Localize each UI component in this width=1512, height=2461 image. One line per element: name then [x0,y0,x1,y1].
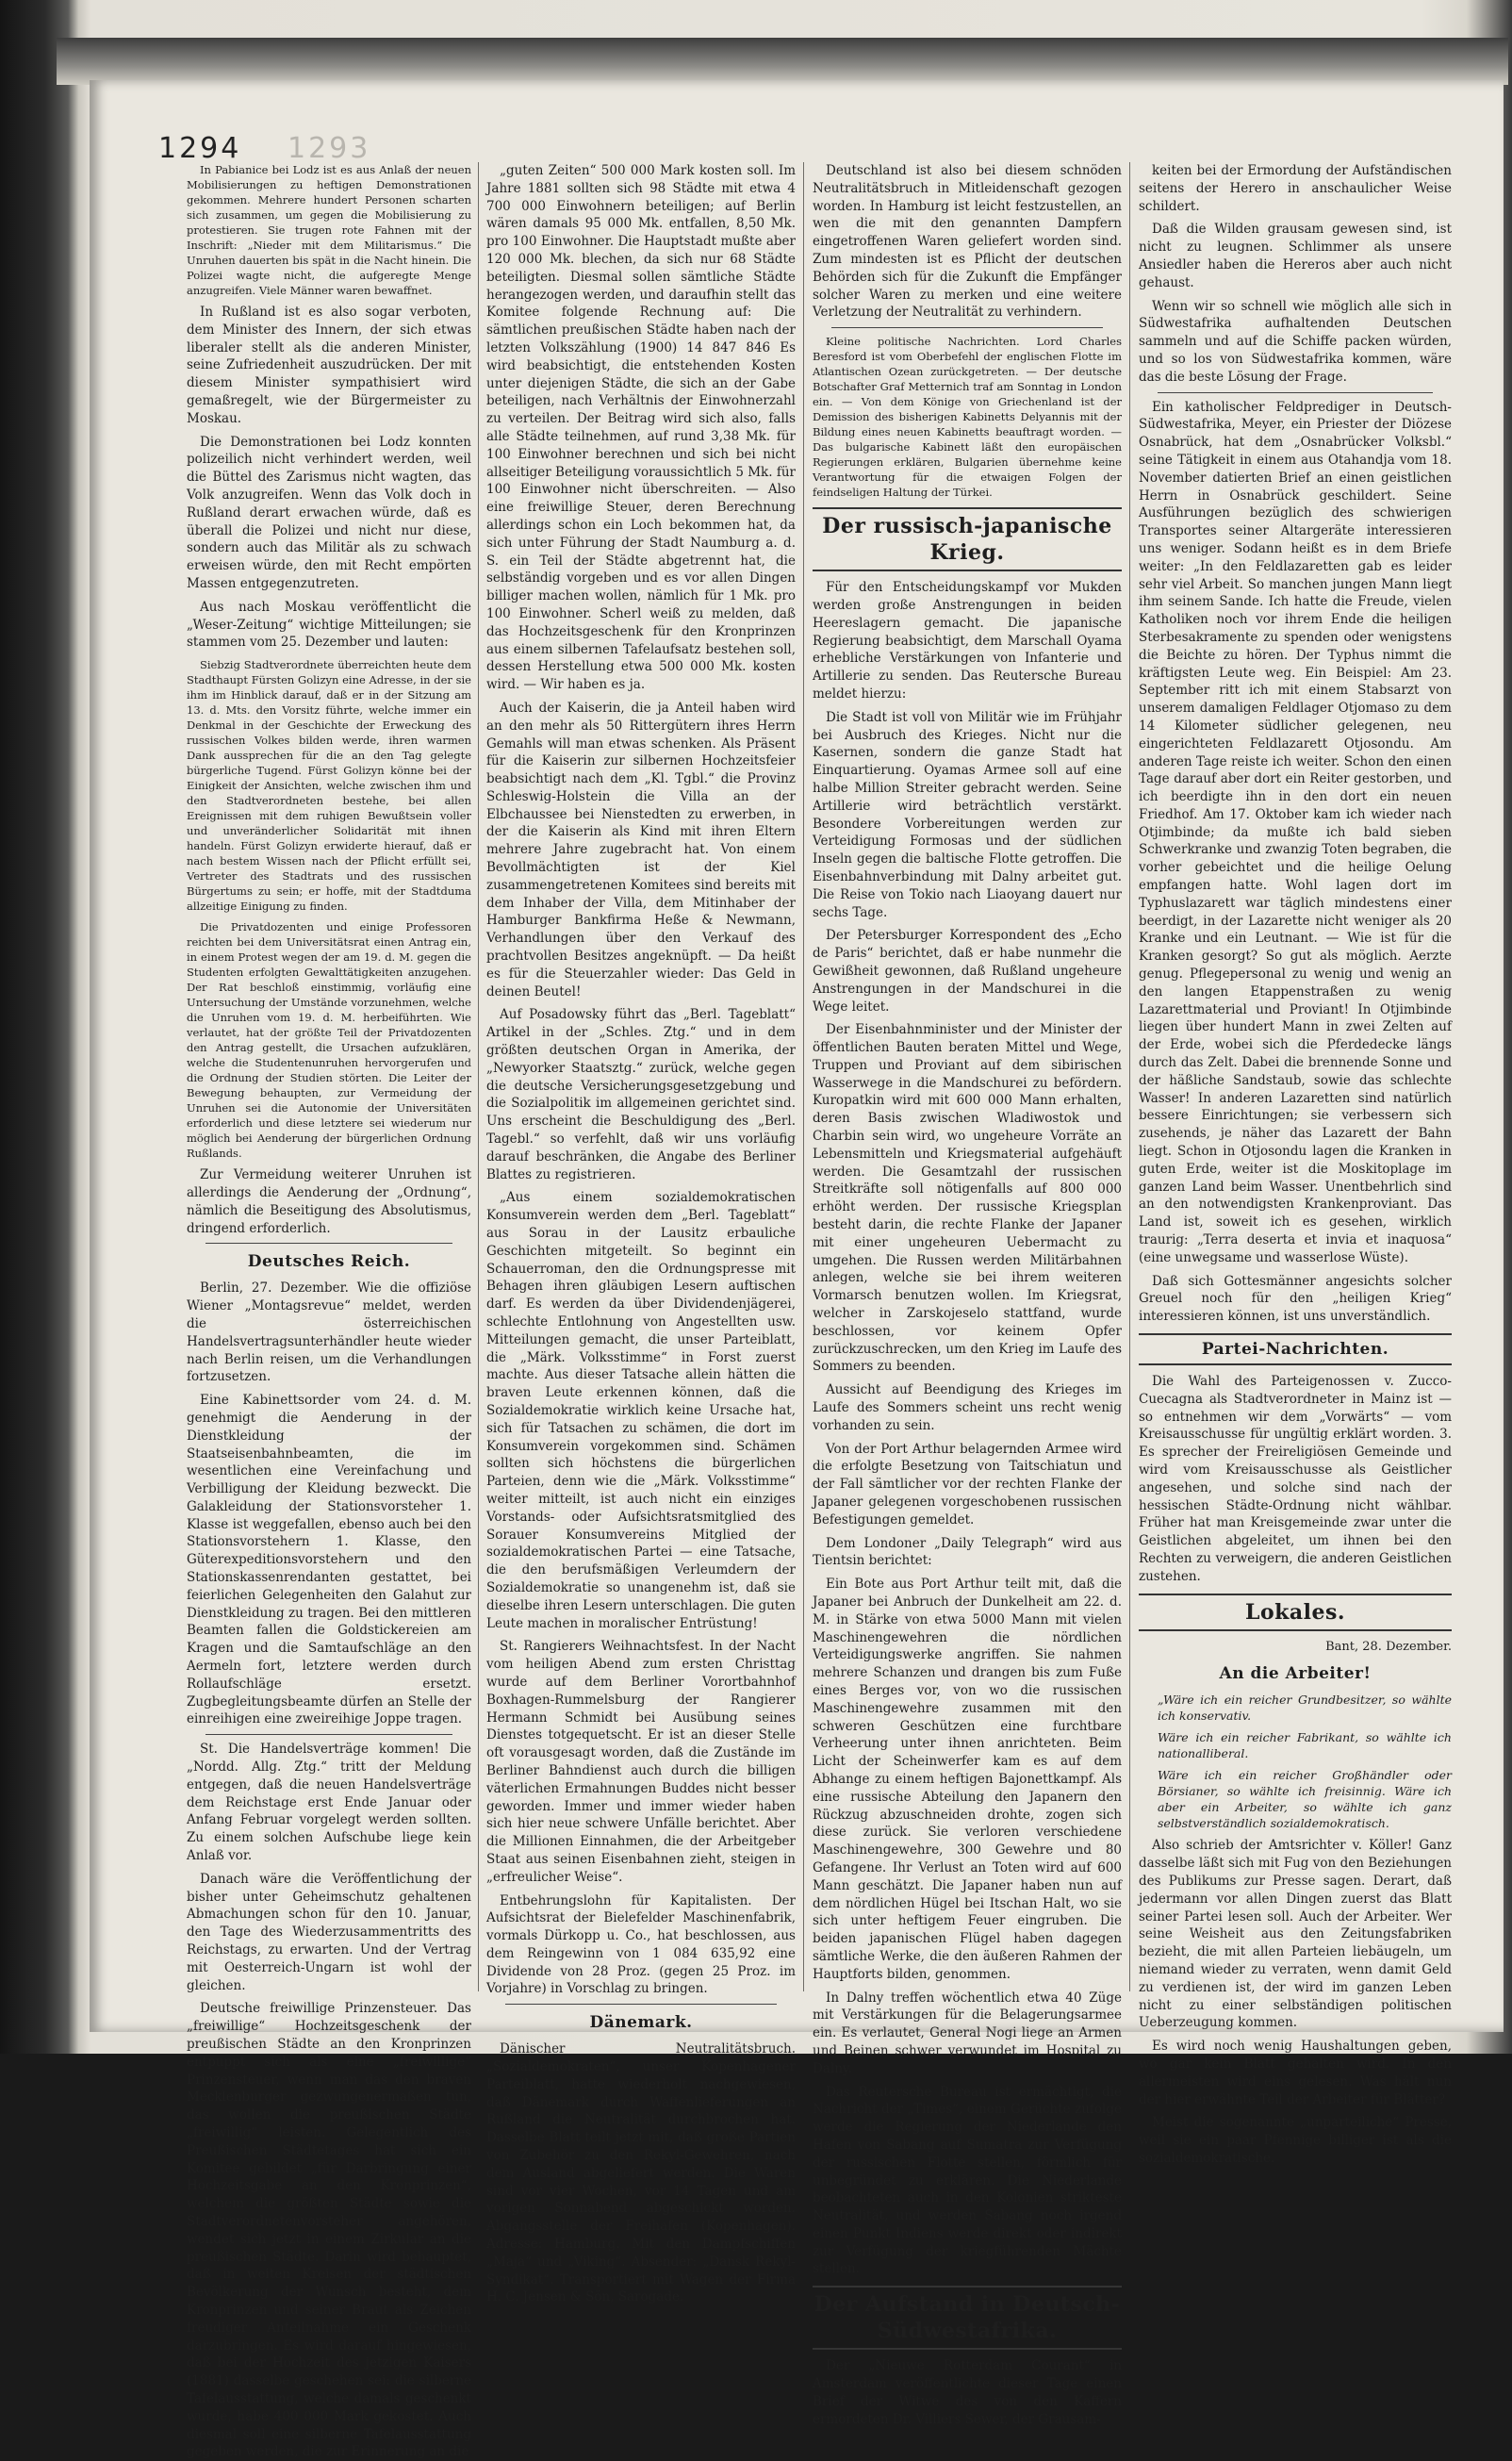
article-paragraph: Auf Posadowsky führt das „Berl. Tageblatt“ Artikel in der „Schles. Ztg.“ und in dem größten deutschen Organ in Amerika, der „Newyorker Staatsztg.“ zurück, welche gegen die deutsche Versicherungsgesetzgebung und die Sozialpolitik im allgemeinen gerichtet sind. Uns erscheint die Beschuldigung des „Berl. Tagebl.“ so verfehlt, daß wir uns vorläufig darauf beschränken, die Angabe des Berliner Blattes zu registrieren. [486,1007,796,1182]
article-paragraph: In Rußland ist es also sogar verboten, dem Minister des Innern, der sich etwas liberaler stellt als die anderen Minister, seine Zufriedenheit auszudrücken. Der mit diesem Minister sympathisiert wird gemaßregelt, wie der Bürgermeister zu Moskau. [187,305,471,426]
article-paragraph: Also schrieb der Amtsrichter v. Köller! Ganz dasselbe läßt sich mit Fug von den Beziehungen des Publikums zur Presse sagen. Derart, daß jedermann vor allen Dingen zuerst das Blatt seiner Partei lesen soll. Auch der Arbeiter. Wer seine Weisheit aus den Zeitungsfabriken bezieht, die mit allen Parteien liebäugeln, um niemand wieder zu verraten, wenn damit Geld zu verdienen ist, der wird im ganzen Leben nicht zu einer selbständigen politischen Ueberzeugung kommen. [1139,1838,1452,2031]
column-2 [486,162,796,2305]
quoted-verse: „Wäre ich ein reicher Grundbesitzer, so wählte ich konservativ. [1158,1693,1452,1724]
section-divider [205,1243,452,1244]
article-paragraph: Der Eisenbahnminister und der Minister der öffentlichen Bauten beraten Mittel und Wege, Truppen und Proviant auf dem sibirischen Wasserwege in die Mandschurei zu befördern. Kuropatkin wird mit 600 000 Mann erhalten, deren Basis zwischen Wladiwostok und Charbin sein wird, wo ungeheure Vorräte an Lebensmitteln und Kriegsmaterial aufgehäuft werden. Die Gesamtzahl der russischen Streitkräfte soll nötigenfalls auf 800 000 erhöht werden. Der russische Kriegsplan besteht darin, die rechte Flanke der Japaner mit einer ungeheuren Uebermacht zu umgehen. Die Russen werden Militärbahnen anlegen, welche sie bei ihrem weiteren Vormarsch benutzen wollen. Im Kriegsrat, welcher in Zarskojeselo stattfand, wurde beschlossen, vor keinem Opfer zurückzuschrecken, um den Krieg im Laufe des Sommers zu beenden. [813,1022,1122,1375]
column-rule [1129,162,1130,1991]
article-paragraph: Das Reutersche Bureau ist ermächtigt, die Nachricht der „Times“, einem Gerüchte zufolge werde die Regierung der Niederlande den Hafen von Sabang auf Sumatra zur Verfügung der russischen Flotte stellen, förmlich für unbegründet zu erklären. Die Niederlande beobachteten auch in den Kolonien strikteste Neutralität, und werden Sabang noch irgend einen Punkt Indiens werde direkt oder indirekt zur Verfügung der kriegführenden Mächte stellen. [813,2084,1122,2277]
column-rule [803,162,804,1991]
section-heading-partei: Partei-Nachrichten. [1139,1333,1452,1365]
section-heading-aufstand: Der Aufstand in Deutsch-Südwestafrika. [813,2286,1122,2350]
page-number-bleedthrough: 1293 [288,132,371,165]
article-paragraph: Ein Bote aus Port Arthur teilt mit, daß die Japaner bei Anbruch der Dunkelheit am 22. d. M. in Stärke von etwa 5000 Mann mit vielen Maschinengewehren die nördlichen Verteidigungswerke angriffen. Sie nahmen mehrere Schanzen und drangen bis zum Fuße eines Berges vor, von wo die russischen Maschinengewehre zusammen mit den schweren Geschützen eine furchtbare Verheerung unter ihnen anrichteten. Beim Licht der Scheinwerfer kam es auf dem Abhange zu einem heftigen Bajonettkampf. Als eine russische Abteilung den Japanern den Rückzug abzuschneiden drohte, zogen sich diese zurück. Sie verloren verschiedene Maschinengewehre, 300 Gewehre und 80 Gefangene. Ihr Verlust an Toten wird auf 600 Mann geschätzt. Die Japaner haben nun auf dem nördlichen Hügel bei Itschan Halt, wo sie sich unter heftigem Feuer eingruben. Die beiden japanischen Flügel haben dagegen sämtliche Werke, die den äußeren Rahmen der Hauptforts bilden, genommen. [813,1577,1122,1982]
page-number: 1294 [158,132,242,165]
article-paragraph: Der Petersburger Korrespondent des „Echo de Paris“ berichtet, daß er habe nunmehr die Gewißheit gewonnen, daß Rußland ungeheure Anstrengungen in der Mandschurei in die Wege leitet. [813,928,1122,1015]
section-divider [831,327,1103,328]
book-binding-edge [57,38,1508,85]
section-heading-reich: Deutsches Reich. [247,1252,411,1272]
article-paragraph: Für den Entscheidungskampf vor Mukden werden große Anstrengungen in beiden Heereslagern gemacht. Die japanische Regierung beabsichtigt, dem Marschall Oyama erhebliche Verstärkungen von Infanterie und Artillerie zu senden. Das Reutersche Bureau meldet hierzu: [813,580,1122,702]
section-heading-krieg: Der russisch-japanische Krieg. [813,507,1122,571]
article-paragraph: Es wird noch wenig Haushaltungen geben, wo gar kein Blatt gehalten wird. In den allermeisten wird eins gelesen. Was hält nun der hier erwähnte Teil der Arbeiter für Blätter? [1139,2039,1452,2107]
article-paragraph: Ein katholischer Feldprediger in Deutsch-Südwestafrika, Meyer, ein Priester der Diözese Osnabrück, hat dem „Osnabrücker Volksbl.“ seine Tätigkeit in einem aus Otahandja vom 18. November datierten Brief an einen geistlichen Herrn in Osnabrück geschildert. Seine Ausführungen bezüglich des schwierigen Transportes seiner Altargeräte interessieren uns weniger. Sodann heißt es in dem Briefe weiter: „In den Feldlazaretten gab es leider sehr viel Arbeit. So manchen jungen Mann liegt ihm seinem Sande. Ich hatte die Freude, vielen Katholiken noch vor ihrem Ende die heiligen Sterbesakramente zu spenden oder wenigstens die Beichte zu hören. Der Typhus nimmt die kräftigsten Leute weg. Ein Beispiel: Am 23. September ritt ich mit einem Stabsarzt von unserem damaligen Feldlager Otjomaso zu dem 14 Kilometer südlicher gelegenen, neu eingerichteten Feldlazarett Otjosondu. Am anderen Tage reiste ich weiter. Schon den einen Tage darauf aber dort ein Reiter gestorben, und ich beerdigte ihn in den dort ein neuen Friedhof. Am 17. Oktober kam ich wieder nach Otjimbinde; da mußte ich bald sieben Schwerkranke und zwanzig Toten begraben, die vorher gebeichtet und die heilige Oelung empfangen hatte. Wohl lagen dort im Typhuslazarett war täglich mindestens einer beerdigt, in der Lazarette nicht weniger als 20 Kranke und ein Leutnant. — Wie ist für die Kranken gesorgt? So gut als möglich. Aerzte genug. Pflegepersonal zu wenig und wenig an den langen Etappenstraßen zu wenig Lazarettmaterial und Proviant! In Otjimbinde liegen über hundert Mann in zwei Zelten auf der Erde, wobei sich die Pferdedecke längs durch das Zelt. Dabei die brennende Sonne und der häßliche Sandstaub, sowie das schlechte Wasser! In anderen Lazaretten sind natürlich bessere Einrichtungen; sie verbessern sich zusehends, je näher das Lazarett der Bahn liegt. Schon in Otjosondu lagen die Kranken in guten Erde, weiter ist die Moskitoplage im ganzen Land beim Wasser. Unentbehrlich sind an den notwendigsten Krankenproviant. Das Land ist, soweit ich es gesehen, wirklich traurig: „Terra deserta et invia et inaquosa“ (eine unwegsame und wasserlose Wüste). [1139,399,1452,1265]
section-heading-daenemark: Dänemark. [589,2013,693,2033]
quoted-verse: Wäre ich ein reicher Großhändler oder Börsianer, so wählte ich freisinnig. Wäre ich aber ein Arbeiter, so wählte ich ganz selbstverständlich sozialdemokratisch. [1158,1768,1452,1831]
article-paragraph: Zur Vermeidung weiterer Unruhen ist allerdings die Aenderung der „Ordnung“, nämlich die Beseitigung des Absolutismus, dringend erforderlich. [187,1167,471,1236]
article-paragraph: Dem Londoner „Daily Telegraph“ wird aus Tientsin berichtet: [813,1535,1122,1569]
section-divider [505,2004,777,2005]
article-paragraph: Aussicht auf Beendigung des Krieges im Laufe des Sommers scheint uns recht wenig vorhanden zu sein. [813,1382,1122,1433]
column-1 [187,162,471,2460]
article-paragraph: In Dalny treffen wöchentlich etwa 40 Züge mit Verstärkungen für die Belagerungsarmee ein. Es verlautet, General Nogi liege an Armen und Beinen schwer verwundet im Hospital zu Dalny. [813,1990,1122,2076]
article-paragraph: Die Privatdozenten und einige Professoren reichten bei dem Universitätsrat einen Antrag ein, in einem Protest wegen der am 19. d. M. gegen die Studenten erfolgten Gewalttätigkeiten anzugehen. Der Rat beschloß einstimmig, vorläufig eine Untersuchung der Umstände vorzunehmen, welche die Unruhen vom 19. d. M. herbeiführten. Wie verlautet, hat der größte Teil der Privatdozenten den Antrag gestellt, die Ursachen aufzuklären, welche die Studentenunruhen hervorgerufen und die Ordnung der Studien störten. Die Leiter der Bewegung behaupten, zur Vermeidung der Unruhen sei die Autonomie der Universitäten erforderlich und diese letztere sei wiederum nur möglich bei Aenderung der bürgerlichen Ordnung Rußlands. [187,920,471,1161]
article-paragraph: Siebzig Stadtverordnete überreichten heute dem Stadthaupt Fürsten Golizyn eine Adresse, in der sie ihm im Hinblick darauf, daß er in der Sitzung am 13. d. Mts. den Vorsitz führte, welche immer ein Denkmal in der Geschichte der Erweckung des russischen Volkes bilden werde, ihren warmen Dank aussprechen für die an den Tag gelegte bürgerliche Tugend. Fürst Golizyn könne bei der Einigkeit der Ansichten, welche zwischen ihm und den Stadtverordneten bestehe, bei allen Ereignissen mit dem ruhigen Bewußtsein voller und unveränderlicher Solidarität mit ihnen handeln. Fürst Golizyn erwiderte hierauf, daß er nach bestem Wissen nach der Pflicht erfüllt sei, Vertreter des Stadtrats und des russischen Bürgertums zu sein; er hoffe, mit der Stadtduma allzeitige Einigung zu finden. [187,658,471,914]
article-paragraph: Die Stadt ist voll von Militär wie im Frühjahr bei Ausbruch des Krieges. Nicht nur die Kasernen, sondern die ganze Stadt hat Einquartierung. Oyamas Armee soll auf eine halbe Million Streiter gebracht werden. Seine Artillerie wird beträchtlich verstärkt. Besondere Vorbereitungen werden zur Verteidigung Formosas und der südlichen Inseln gegen die baltische Flotte getroffen. Die Eisenbahnverbindung mit Dalny arbeitet gut. Die Reise von Tokio nach Liaoyang dauert nur sechs Tage. [813,709,1122,920]
section-divider [1158,392,1433,393]
quoted-verse: Wäre ich ein reicher Fabrikant, so wählte ich nationalliberal. [1158,1730,1452,1761]
column-3 [813,162,1122,2427]
article-paragraph: keiten bei der Ermordung der Aufständischen seitens der Herero in anschaulicher Weise schildert. [1139,163,1452,214]
article-paragraph: Aus nach Moskau veröffentlicht die „Weser-Zeitung“ wichtige Mitteilungen; sie stammen vom 25. Dezember und lauten: [187,599,471,651]
article-paragraph: In Pabianice bei Lodz ist es aus Anlaß der neuen Mobilisierungen zu heftigen Demonstrationen gekommen. Mehrere hundert Personen scharten sich zusammen, um gegen die Mobilisierung zu protestieren. Sie trugen rote Fahnen mit der Inschrift: „Nieder mit dem Militarismus.“ Die Unruhen dauerten bis spät in die Nacht hinein. Die Polizei wagte nicht, die aufgeregte Menge anzugreifen. Viele Männer waren bewaffnet. [187,163,471,297]
section-heading-lokales: Lokales. [1139,1594,1452,1631]
article-paragraph: Danach wäre die Veröffentlichung der bisher unter Geheimschutz gehaltenen Abmachungen schon für den 10. Januar, den Tage des Wiederzusammentritts des Reichstags, zu erwarten. Und der Vertrag mit Oesterreich-Ungarn ist wohl der gleichen. [187,1871,471,1993]
article-paragraph: Daß sich Gottesmänner angesichts solcher Greuel noch für den „heiligen Krieg“ interessieren können, ist uns unverständlich. [1139,1273,1452,1325]
column-rule [478,162,479,1991]
article-paragraph: Berlin, 27. Dezember. Wie die offiziöse Wiener „Montagsrevue“ meldet, werden die österreichischen Handelsvertragsunterhändler heute wieder nach Berlin reisen, um die Verhandlungen fortzusetzen. [187,1280,471,1385]
article-paragraph: Auch der Kaiserin, die ja Anteil haben wird an den mehr als 50 Rittergütern ihres Herrn Gemahls will man etwas schenken. Als Präsent für die Kaiserin zur silbernen Hochzeitsfeier beabsichtigt nach dem „Kl. Tgbl.“ die Provinz Schleswig-Holstein die Villa an der Elbchaussee bei Nienstedten zu erwerben, in der die Kaiserin als Kind mit ihren Eltern mehrere Jahre zugebracht hat. Von einem Bevollmächtigten ist der Kiel zusammengetretenen Komitees sind bereits mit dem Inhaber der Villa, dem Mitinhaber der Hamburger Bankfirma Heße & Newmann, Verhandlungen über den Verkauf des prachtvollen Besitzes angeknüpft. — Da heißt es für die Steuerzahler wieder: Das Geld in deinen Beutel! [486,700,796,999]
section-divider [205,1734,452,1735]
article-heading-arbeiter: An die Arbeiter! [1219,1664,1372,1684]
article-paragraph: Eine Kabinettsorder vom 24. d. M. genehmigt die Aenderung in der Dienstkleidung der Staatseisenbahnbeamten, die im wesentlichen eine Vereinfachung und Verbilligung der Kleidung bezweckt. Die Galakleidung der Stationsvorsteher 1. Klasse ist weggefallen, ebenso auch bei den Stationsvorstehern 1. Klasse, den Güterexpeditionsvorstehern und den Stationskassenrendanten gestattet, bei feierlichen Gelegenheiten den Galahut zur Dienstkleidung zu tragen. Bei den mittleren Beamten fallen die Goldstickereien am Kragen und die Samtaufschläge an den Aermeln fort, letztere werden durch Rollaufschläge ersetzt. Zugbegleitungsbeamte dürfen an Stelle der einreihigen eine zweireihige Joppe tragen. [187,1393,471,1727]
article-paragraph: Deutschland ist also bei diesem schnöden Neutralitätsbruch in Mitleidenschaft gezogen worden. In Hamburg ist leicht festzustellen, an wen die mit den genannten Dampfern eingetroffenen Waren geliefert worden sind. Zum mindesten ist es Pflicht der deutschen Behörden sich für die Zukunft die Empfänger solcher Waren zu merken und eine weitere Verletzung der Neutralität zu verhindern. [813,163,1122,321]
article-paragraph: St. Rangierers Weihnachtsfest. In der Nacht vom heiligen Abend zum ersten Christtag wurde auf dem Berliner Vorortbahnhof Boxhagen-Rummelsburg der Rangierer Hermann Schmidt bei Ausübung seines Dienstes totgequetscht. Er ist an dieser Stelle oft vorausgesagt worden, daß die Zustände im Berliner Bahndienst auch durch die billigen väterlichen Ermahnungen Buddes nicht besser geworden. Immer und immer wieder haben sich hier neue schwere Unfälle berichtet. Aber die Millionen Einnahmen, die der Arbeitgeber Staat aus seinen Eisenbahnen zieht, steigen in „erfreulicher Weise“. [486,1639,796,1885]
dateline: Bant, 28. Dezember. [1325,1639,1452,1654]
article-paragraph: Dänischer Neutralitätsbruch. „Sozialdemokraten“, unser Kopenhagener Parteiblatt, hatte wiederholt nachgewiesen, daß Dänemark durch Waffenlieferungen an Rußland die Neutralität durchbrochen hat. Dasselbe Blatt teilt jetzt mit, daß große Partien von Zubehör zu den Rekyl-Gewehren, nach dem Ausland abgeliefert werden. Die Waren sind vor vier Wochen, vor 14 Tagen und am vorigen Sonnabend abgeschickt worden. Abgangsstelle der Freihafen (Kopenhagen). Adresse: Hamburg. Mit den Dampfschiffen „Maja“ und „Viking“. Absender: „Dansk Rekyl-Syndikat“. Transportiert mit Wagen der Firma H. C. Jensen & Sön, Sarogade. [486,2041,796,2305]
article-paragraph: Die Demonstrationen bei Lodz konnten polizeilich nicht verhindert werden, weil die Büttel des Zarismus nicht wagten, das Volk anzugreifen. Wenn das Volk doch in Rußland derart erwachen würde, daß es überall die Polizei und nicht nur diese, sondern auch das Militär als zu schwach erweisen würde, den mit Recht empörten Massen entgegenzutreten. [187,434,471,591]
article-paragraph: Kleine politische Nachrichten. Lord Charles Beresford ist vom Oberbefehl der englischen Flotte im Atlantischen Ozean zurückgetreten. — Der deutsche Botschafter Graf Metternich traf am Sonntag in London ein. — Von dem Könige von Griechenland ist der Demission des bisherigen Kabinetts Delyannis mit der Bildung eines neuen Kabinetts beauftragt worden. — Das bulgarische Kabinett läßt den europäischen Regierungen erklären, Bulgarien übernehme keine Verantwortung für die etwaigen Folgen der feindseligen Haltung der Türkei. [813,335,1122,500]
article-paragraph: Wenn wir so schnell wie möglich alle sich in Südwestafrika aufhaltenden Deutschen sammeln und auf die Schiffe packen würden, und so los von Südwestafrika kommen, wäre das die beste Lösung der Frage. [1139,298,1452,385]
article-paragraph: Der „Nieuwe Rotterdam Courant“ in Amsterdam veröffentlichte dieser Tage einen Brief der Witwe des von den Kaffern ermordeten Dr. Villiers Sewer, der Grausam- [813,2358,1122,2427]
article-paragraph: „guten Zeiten“ 500 000 Mark kosten soll. Im Jahre 1881 sollten sich 98 Städte mit etwa 4 700 000 Einwohnern beteiligen; auf Berlin wären damals 95 000 Mk. entfallen, 8,50 Mk. pro 100 Einwohner. Die Hauptstadt mußte aber 120 000 Mk. blechen, da sich nur 68 Städte beteiligten. Diesmal sollen sämtliche Städte herangezogen werden, und daraufhin stellt das Komitee folgende Rechnung auf: Die sämtlichen preußischen Städte haben nach der letzten Volkszählung (1900) 14 847 846 Es wird beabsichtigt, die entstehenden Kosten unter diejenigen Städte, die sich an der Gabe beteiligen, nach Verhältnis der Einwohnerzahl zu verteilen. Der Beitrag wird sich also, falls alle Städte teilnehmen, auf rund 3,38 Mk. für 100 Einwohner berechnen und sich bei nicht allseitiger Beteiligung voraussichtlich 5 Mk. für 100 Einwohner nicht überschreiten. — Also eine freiwillige Steuer, deren Berechnung allerdings schon ein Loch bekommen hat, da sich unter Führung der Stadt Naumburg a. d. S. ein Teil der Städte abgetrennt hat, die selbständig vorgeben und es vor allen Dingen billiger machen wollen, nämlich für 1 Mk. pro 100 Einwohner. Scherl weiß zu melden, daß das Hochzeitsgeschenk für den Kronprinzen aus einem silbernen Tafelaufsatz bestehen soll, dessen Herstellung etwa 500 000 Mk. kosten wird. — Wir haben es ja. [486,163,796,693]
article-paragraph: Die Wahl des Parteigenossen v. Zucco-Cuecagna als Stadtverordneter in Mainz ist — so entnehmen wir dem „Vorwärts“ — vom Kreisausschusse für ungültig erklärt worden. 3. Es sprecher der Freireligiösen Gemeinde und wird vom Kreisausschusse als Geistlicher angesehen, und solche sind nach der hessischen Städte-Ordnung nicht wählbar. Früher hat man Kreisgemeinde zwar unter die Geistlichen abgeleitet, um ihnen bei den Rechten zu verweigern, die anderen Geistlichen zustehen. [1139,1374,1452,1584]
column-4 [1139,162,1452,2166]
article-paragraph: Meist die sogenannte „unparteiliche“ Presse, weil sie ein paar Pfennige billiger ist als die sozialdemokratische. [1139,2115,1452,2166]
article-paragraph: Daß die Wilden grausam gewesen sind, ist nicht zu leugnen. Schlimmer als unsere Ansiedler haben die Hereros aber auch nicht gehaust. [1139,222,1452,290]
article-paragraph: Von der Port Arthur belagernden Armee wird die erfolgte Besetzung von Taitschiatun und der Fall sämtlicher vor der rechten Flanke der Japaner gelegenen vorgeschobenen russischen Befestigungen gemeldet. [813,1441,1122,1528]
article-paragraph: Entbehrungslohn für Kapitalisten. Der Aufsichtsrat der Bielefelder Maschinenfabrik, vormals Dürkopp u. Co., hat beschlossen, aus dem Reingewinn von 1 084 635,92 eine Dividende von 28 Proz. (gegen 25 Proz. im Vorjahre) in Vorschlag zu bringen. [486,1892,796,1997]
article-paragraph: „Aus einem sozialdemokratischen Konsumverein werden dem „Berl. Tageblatt“ aus Sorau in der Lausitz erbauliche Geschichten mitgeteilt. So beginnt ein Schauerroman, den die Ordnungspresse mit Behagen ihren gläubigen Lesern auftischen darf. Es werden da über Dividendenjägerei, schlechte Entlohnung von Angestellten usw. Mitteilungen gemacht, die unser Parteiblatt, die „Märk. Volksstimme“ in Forst zuerst machte. Aus dieser Tatsache allein hätten die braven Leute erkennen können, daß die Sozialdemokratie wirklich keine Ursache hat, sich für Tatsachen zu schämen, die dort im Konsumverein vorgekommen sind. Schämen sollten sich höchstens die bürgerlichen Parteien, denn wie die „Märk. Volksstimme“ weiter mitteilt, ist auch nicht ein einziges Vorstands- oder Aufsichtsratsmitglied des Sorauer Konsumvereins Mitglied der sozialdemokratischen Partei — eine Tatsache, die den berufsmäßigen Verleumdern der Sozialdemokratie so unangenehm ist, daß sie dieselbe ihren Lesern unterschlagen. Die guten Leute machen in moralischer Entrüstung! [486,1190,796,1631]
article-paragraph: Deutsche freiwillige Prinzensteuer. Das „freiwillige“ Hochzeitsgeschenk der preußischen Städte an den Kronprinzen entpuppt sich als eine „freiwillige“ Prinzensteuer, wenn man das den braven Mecklenburger gezwungenermaßen tun, das wollen die preußischen Städte „freiwillig“ leisten. Gelegentlich des Preußischen Städtetages hat sich ein Komitee gebildet „für Darbringung einer Hochzeitsgabe an den Kronprinzen“, welchem die größten Städte sowie die Stadtverordnetenvorsteher angehören, wendet sich jetzt in einem Zirkular an die preußischen Städte. Darin wird behauptet, daß in weiten Kreisen der städtischen Bevölkerung der Wunsch besteht, dem Kronprinzen und seiner Braut als Zeichen freudiger Anteilnahme ein Geschenk darzubringen. Es wird darauf hingewiesen, daß bei der Hochzeit des jetzigen Kaisers (1881) dasselbe geschehen sei: die silberne Tafelausstattung, welche damals geschenkt wurde, habe 400 000 Mark gekostet. Auch diesmal soll eine silberne Tafelausstattung gegeben werden, die zur Erinnerung an die [187,2001,471,2460]
article-paragraph: St. Die Handelsverträge kommen! Die „Nordd. Allg. Ztg.“ tritt der Meldung entgegen, daß die neuen Handelsverträge dem Reichstage erst Ende Januar oder Anfang Februar vorgelegt werden sollten. Zu einem solchen Aufschube liege kein Anlaß vor. [187,1742,471,1864]
